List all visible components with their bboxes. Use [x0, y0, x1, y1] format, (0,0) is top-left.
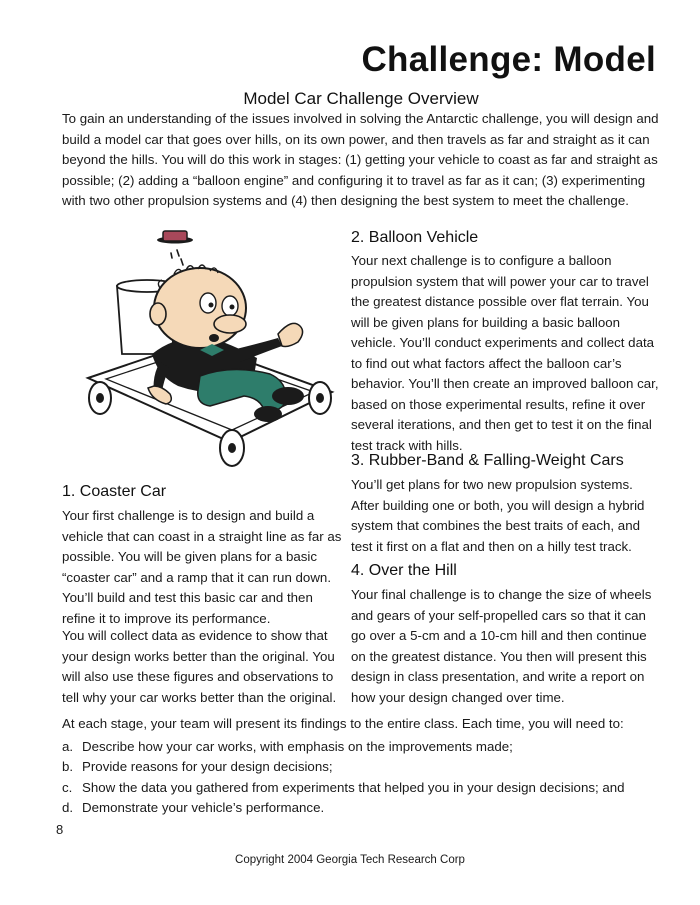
over-the-hill-heading: 4. Over the Hill [351, 562, 457, 579]
balloon-vehicle-heading: 2. Balloon Vehicle [351, 229, 479, 246]
rubber-band-paragraph: You’ll get plans for two new propulsion systems. After building one or both, you will design a hybrid system that combines the best traits of each, and test it first on a flat and then on a hilly test track. [351, 477, 645, 554]
page-number: 8 [56, 822, 64, 837]
list-marker: d. [62, 800, 74, 815]
balloon-vehicle-paragraph: Your next challenge is to configure a balloon propulsion system that will power your car to travel the greatest distance possible over flat terrain. You will be given plans for building a basic balloon vehicle. You’ll conduct experiments and collect data to find out what factors affect the balloon car’s behavior. You’ll then create an improved balloon car, based on those experimental results, refine it over several iterations, and then get to test it on the final test track with hills. [351, 253, 659, 453]
stages-list [62, 737, 672, 819]
page-subtitle: Model Car Challenge Overview [243, 89, 479, 108]
list-marker: a. [62, 738, 74, 754]
list-item-text: Describe how your car works, with emphasis on the improvements made; [82, 738, 513, 754]
over-the-hill-paragraph: Your final challenge is to change the size of wheels and gears of your self-propelled cars so that it can go over a 5-cm and a 10-cm hill and then continue on the greatest distance. You then will present this design in class presentation, and write a report on how your design changed over time. [351, 587, 652, 705]
list-item [62, 757, 672, 778]
coaster-car-evidence-paragraph: You will collect data as evidence to show that your design works better than the original. You will also use these figures and observations to tell why your car works better than the original. [62, 628, 337, 705]
copyright-footer: Copyright 2004 Georgia Tech Research Corp [235, 854, 465, 866]
list-item-text: Demonstrate your vehicle’s performance. [82, 800, 325, 815]
list-marker: b. [62, 759, 74, 774]
list-item [62, 737, 672, 758]
page-title: Challenge: Model [361, 40, 656, 79]
list-marker: c. [62, 779, 73, 795]
stages-section [62, 714, 672, 819]
list-item [62, 778, 672, 799]
coaster-car-illustration [82, 226, 344, 470]
stages-lead: At each stage, your team will present its findings to the entire class. Each time, you will need to: [62, 716, 624, 731]
list-item-text: Provide reasons for your design decisions; [82, 759, 333, 774]
coaster-car-paragraph: Your first challenge is to design and build a vehicle that can coast in a straight line as far as possible. You will be given plans for a basic “coaster car” and a ramp that it can run down. You’ll build and test this basic car and then refine it to improve its performance. [62, 508, 342, 626]
rubber-band-heading: 3. Rubber-Band & Falling-Weight Cars [351, 452, 624, 469]
list-item-text: Show the data you gathered from experiments that helped you in your design decisions; and [82, 779, 625, 795]
intro-paragraph: To gain an understanding of the issues involved in solving the Antarctic challenge, you will design and build a model car that goes over hills, on its own power, and then travels as far and straight as it can beyond the hills. You will do this work in stages: (1) getting your vehicle to coast as far and straight as possible; (2) adding a “balloon engine” and configuring it to travel as far as it can; (3) experimenting with two other propulsion systems and (4) then designing the best system to meet the challenge. [62, 111, 659, 208]
coaster-car-heading: 1. Coaster Car [62, 483, 167, 500]
hat-icon [157, 231, 193, 244]
list-item [62, 798, 672, 819]
